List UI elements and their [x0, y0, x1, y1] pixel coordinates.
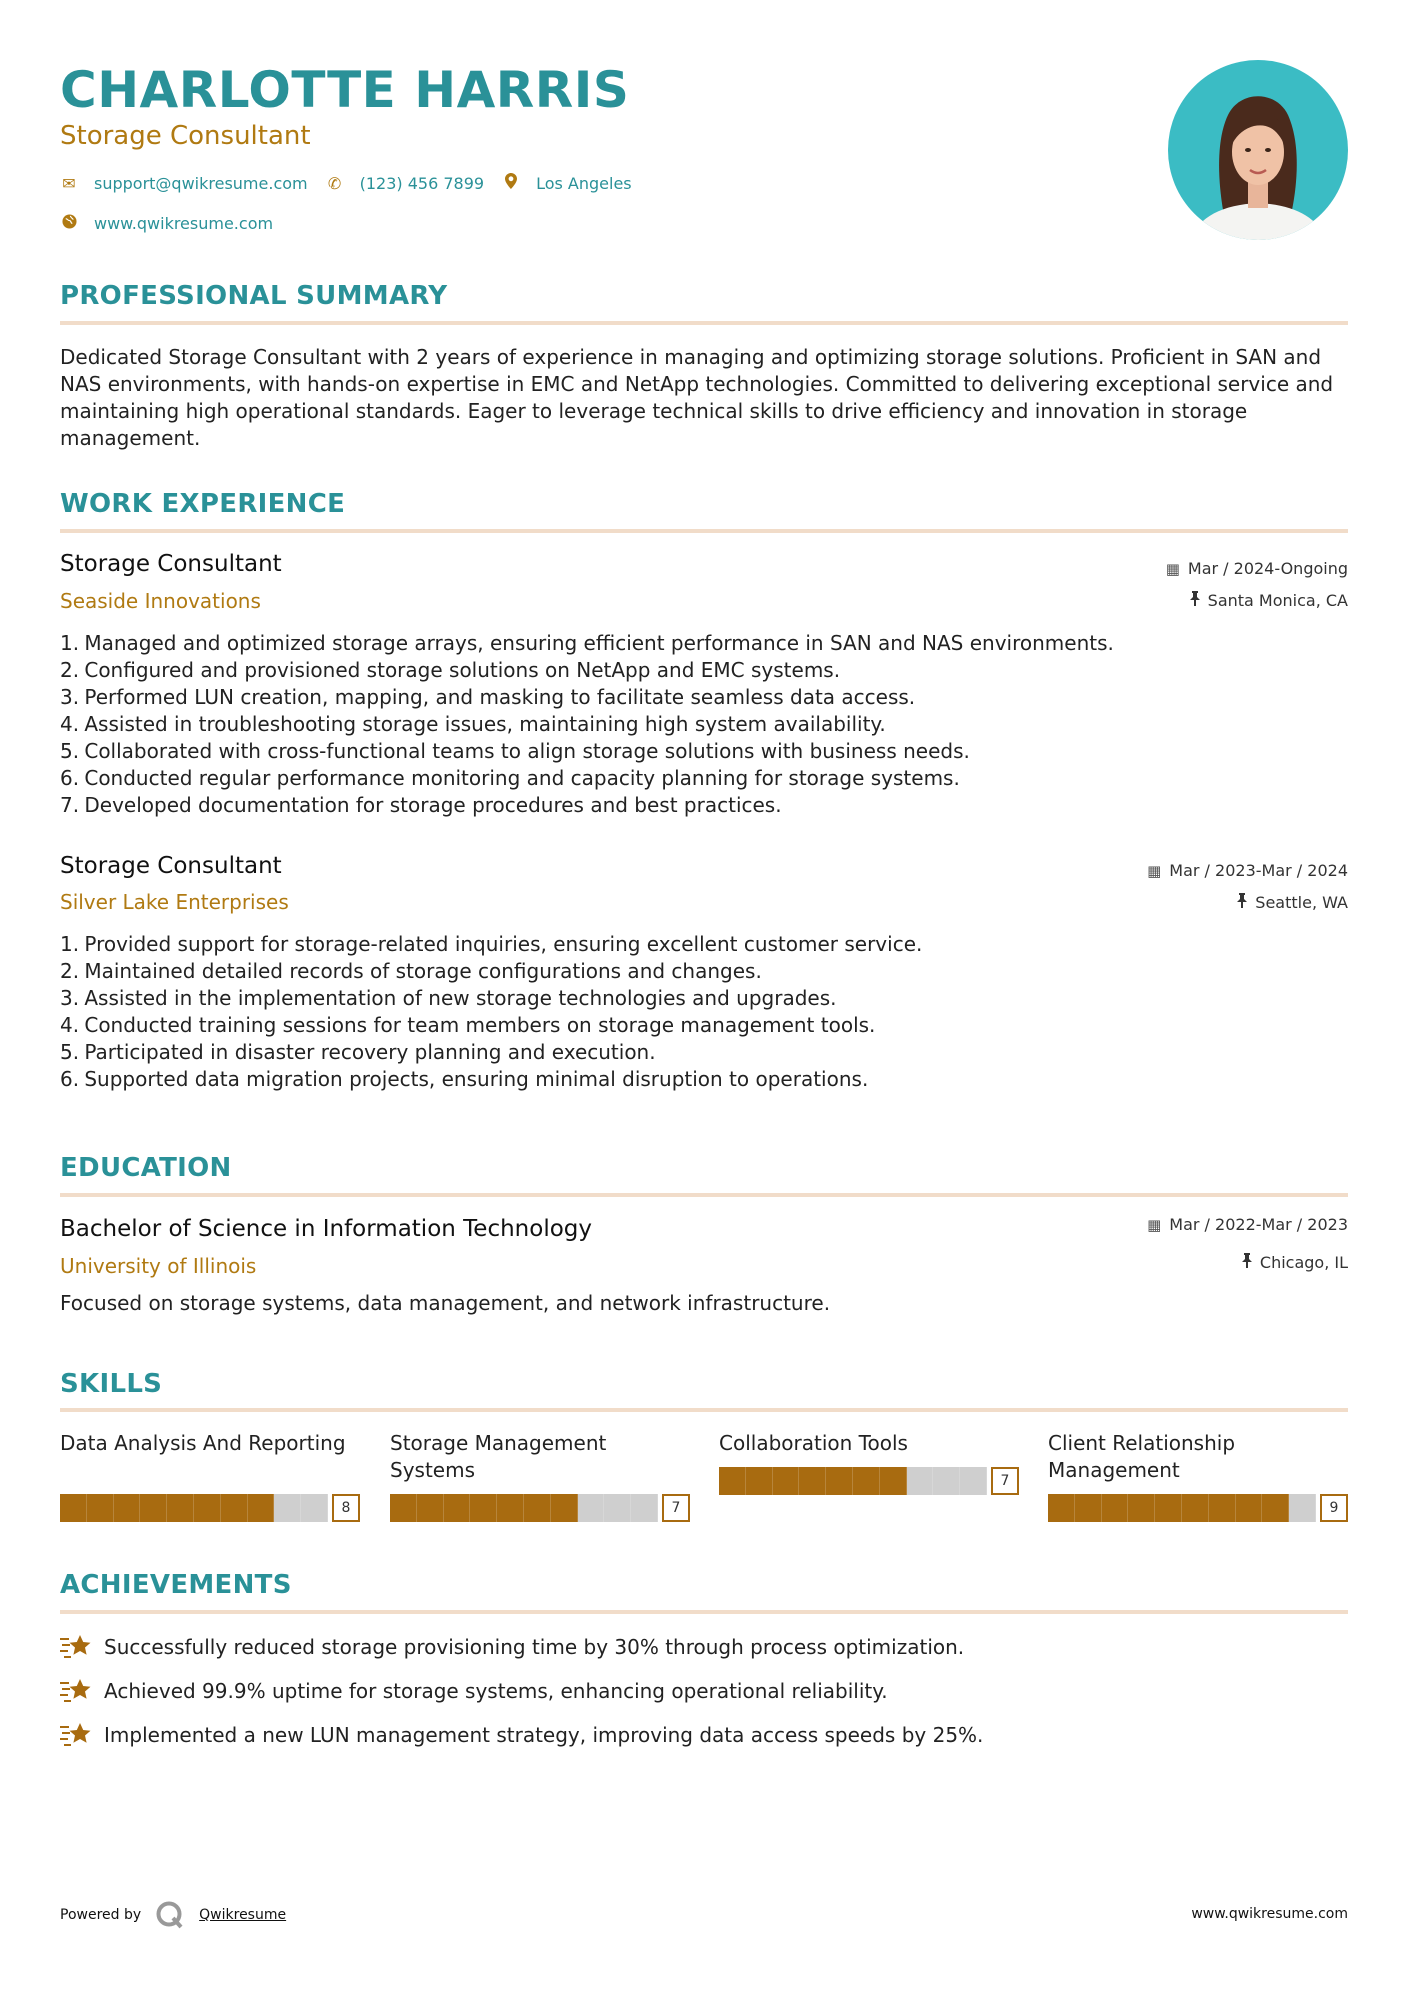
job-dates-text: Mar / 2023-Mar / 2024 [1169, 861, 1348, 880]
education-location-text: Chicago, IL [1259, 1253, 1348, 1272]
achievement-text: Implemented a new LUN management strategy, improving data access speeds by 25%. [104, 1722, 984, 1747]
school-name: University of Illinois [60, 1254, 257, 1278]
pushpin-icon [1237, 893, 1247, 912]
job-location-text: Seattle, WA [1255, 893, 1348, 912]
job-dates-text: Mar / 2024-Ongoing [1187, 559, 1348, 578]
job-location [1190, 591, 1348, 610]
email-text: support@qwikresume.com [94, 173, 308, 193]
job-bullets [60, 630, 1114, 819]
education-location [1242, 1253, 1348, 1272]
education-dates [1147, 1215, 1348, 1234]
summary-divider [60, 321, 1348, 325]
skill-score: 7 [991, 1467, 1019, 1495]
skill-item [390, 1430, 690, 1516]
skill-score: 7 [662, 1494, 690, 1522]
skill-bar [1048, 1494, 1348, 1522]
envelope-icon: ✉ [62, 173, 76, 193]
skill-track [1048, 1494, 1316, 1522]
calendar-icon: ▦ [1165, 559, 1180, 578]
skill-item [1048, 1430, 1348, 1516]
achievements-divider [60, 1610, 1348, 1614]
website-item[interactable] [60, 214, 273, 233]
list-item: 2. Configured and provisioned storage solutions on NetApp and EMC systems. [60, 658, 841, 682]
list-item: 1. Provided support for storage-related inquiries, ensuring excellent customer service. [60, 932, 923, 956]
list-item: 6. Conducted regular performance monitoring and capacity planning for storage systems. [60, 766, 960, 790]
summary-heading: PROFESSIONAL SUMMARY [60, 281, 448, 311]
list-item: 4. Assisted in troubleshooting storage issues, maintaining high system availability. [60, 712, 886, 736]
powered-by-label: Powered by [60, 1907, 142, 1923]
qwikresume-logo-icon [155, 1900, 185, 1930]
job-bullets [60, 931, 922, 1093]
education-dates-text: Mar / 2022-Mar / 2023 [1169, 1215, 1348, 1234]
pushpin-icon [1242, 1253, 1252, 1272]
skill-bar [719, 1467, 1019, 1495]
skill-track [719, 1467, 987, 1495]
skill-bar [60, 1494, 360, 1522]
footer-website[interactable]: www.qwikresume.com [1191, 1906, 1348, 1922]
job-dates [1147, 861, 1348, 880]
profile-photo [1168, 60, 1348, 240]
candidate-role: Storage Consultant [60, 121, 311, 151]
star-icon [60, 1677, 92, 1705]
achievements-heading: ACHIEVEMENTS [60, 1570, 292, 1600]
star-icon [60, 1721, 92, 1749]
qwikresume-link[interactable]: Qwikresume [199, 1907, 287, 1923]
education-heading: EDUCATION [60, 1153, 232, 1183]
website-row [60, 214, 291, 233]
email-item[interactable] [60, 174, 308, 193]
list-item: 2. Maintained detailed records of storage configurations and changes. [60, 959, 762, 983]
achievement-item [60, 1677, 888, 1705]
skill-score: 9 [1320, 1494, 1348, 1522]
achievement-item [60, 1721, 983, 1749]
achievement-text: Achieved 99.9% uptime for storage systems, enhancing operational reliability. [104, 1678, 888, 1703]
phone-text: (123) 456 7899 [359, 173, 485, 193]
list-item: 5. Participated in disaster recovery planning and execution. [60, 1040, 656, 1064]
skill-name: Storage Management Systems [390, 1431, 607, 1482]
job-company: Seaside Innovations [60, 589, 261, 613]
skill-track [390, 1494, 658, 1522]
job-company: Silver Lake Enterprises [60, 890, 289, 914]
education-description: Focused on storage systems, data management, and network infrastructure. [60, 1291, 831, 1315]
star-icon [60, 1633, 92, 1661]
education-divider [60, 1193, 1348, 1197]
skill-score: 8 [332, 1494, 360, 1522]
list-item: 7. Developed documentation for storage procedures and best practices. [60, 793, 782, 817]
location-text: Los Angeles [536, 173, 632, 193]
location-item [502, 173, 632, 193]
skill-name: Collaboration Tools [719, 1431, 908, 1455]
skills-heading: SKILLS [60, 1369, 163, 1399]
job-title: Storage Consultant [60, 551, 282, 577]
phone-icon: ✆ [327, 173, 342, 193]
skill-name: Client Relationship Management [1048, 1431, 1236, 1482]
calendar-icon: ▦ [1147, 1215, 1162, 1234]
list-item: 1. Managed and optimized storage arrays, ensuring efficient performance in SAN and NAS environments. [60, 631, 1114, 655]
website-text: www.qwikresume.com [94, 214, 274, 233]
skill-bar [390, 1494, 690, 1522]
job-title: Storage Consultant [60, 853, 282, 879]
skills-divider [60, 1408, 1348, 1412]
skill-track [60, 1494, 328, 1522]
list-item: 5. Collaborated with cross-functional teams to align storage solutions with business needs. [60, 739, 970, 763]
achievement-text: Successfully reduced storage provisioning time by 30% through process optimization. [104, 1634, 965, 1659]
list-item: 4. Conducted training sessions for team members on storage management tools. [60, 1013, 876, 1037]
experience-heading: WORK EXPERIENCE [60, 489, 346, 519]
achievement-item [60, 1633, 964, 1661]
job-location [1237, 893, 1348, 912]
skill-name: Data Analysis And Reporting [60, 1431, 346, 1455]
skill-item [60, 1430, 360, 1516]
contact-row [60, 173, 650, 193]
map-pin-icon [502, 173, 520, 193]
pushpin-icon [1190, 591, 1200, 610]
footer-powered-by [60, 1900, 286, 1930]
globe-icon [60, 214, 78, 233]
degree-title: Bachelor of Science in Information Technology [60, 1216, 592, 1242]
job-dates [1166, 559, 1348, 578]
summary-text: Dedicated Storage Consultant with 2 years of experience in managing and optimizing storage solutions. Proficient in SAN and NAS environments, with hands-on expertise in EMC and NetApp technologies. Committed to delivering exceptional service and maintaining high operational standards. Eager to leverage technical skills to drive efficiency and innovation in storage management. [60, 345, 1334, 450]
resume-page [60, 0, 1348, 1990]
phone-item[interactable] [326, 174, 484, 193]
list-item: 3. Performed LUN creation, mapping, and masking to facilitate seamless data access. [60, 685, 916, 709]
calendar-icon: ▦ [1147, 861, 1162, 880]
skill-item [719, 1430, 1019, 1489]
list-item: 6. Supported data migration projects, ensuring minimal disruption to operations. [60, 1067, 869, 1091]
job-location-text: Santa Monica, CA [1207, 591, 1348, 610]
candidate-name: CHARLOTTE HARRIS [60, 61, 630, 119]
list-item: 3. Assisted in the implementation of new storage technologies and upgrades. [60, 986, 837, 1010]
experience-divider [60, 529, 1348, 533]
